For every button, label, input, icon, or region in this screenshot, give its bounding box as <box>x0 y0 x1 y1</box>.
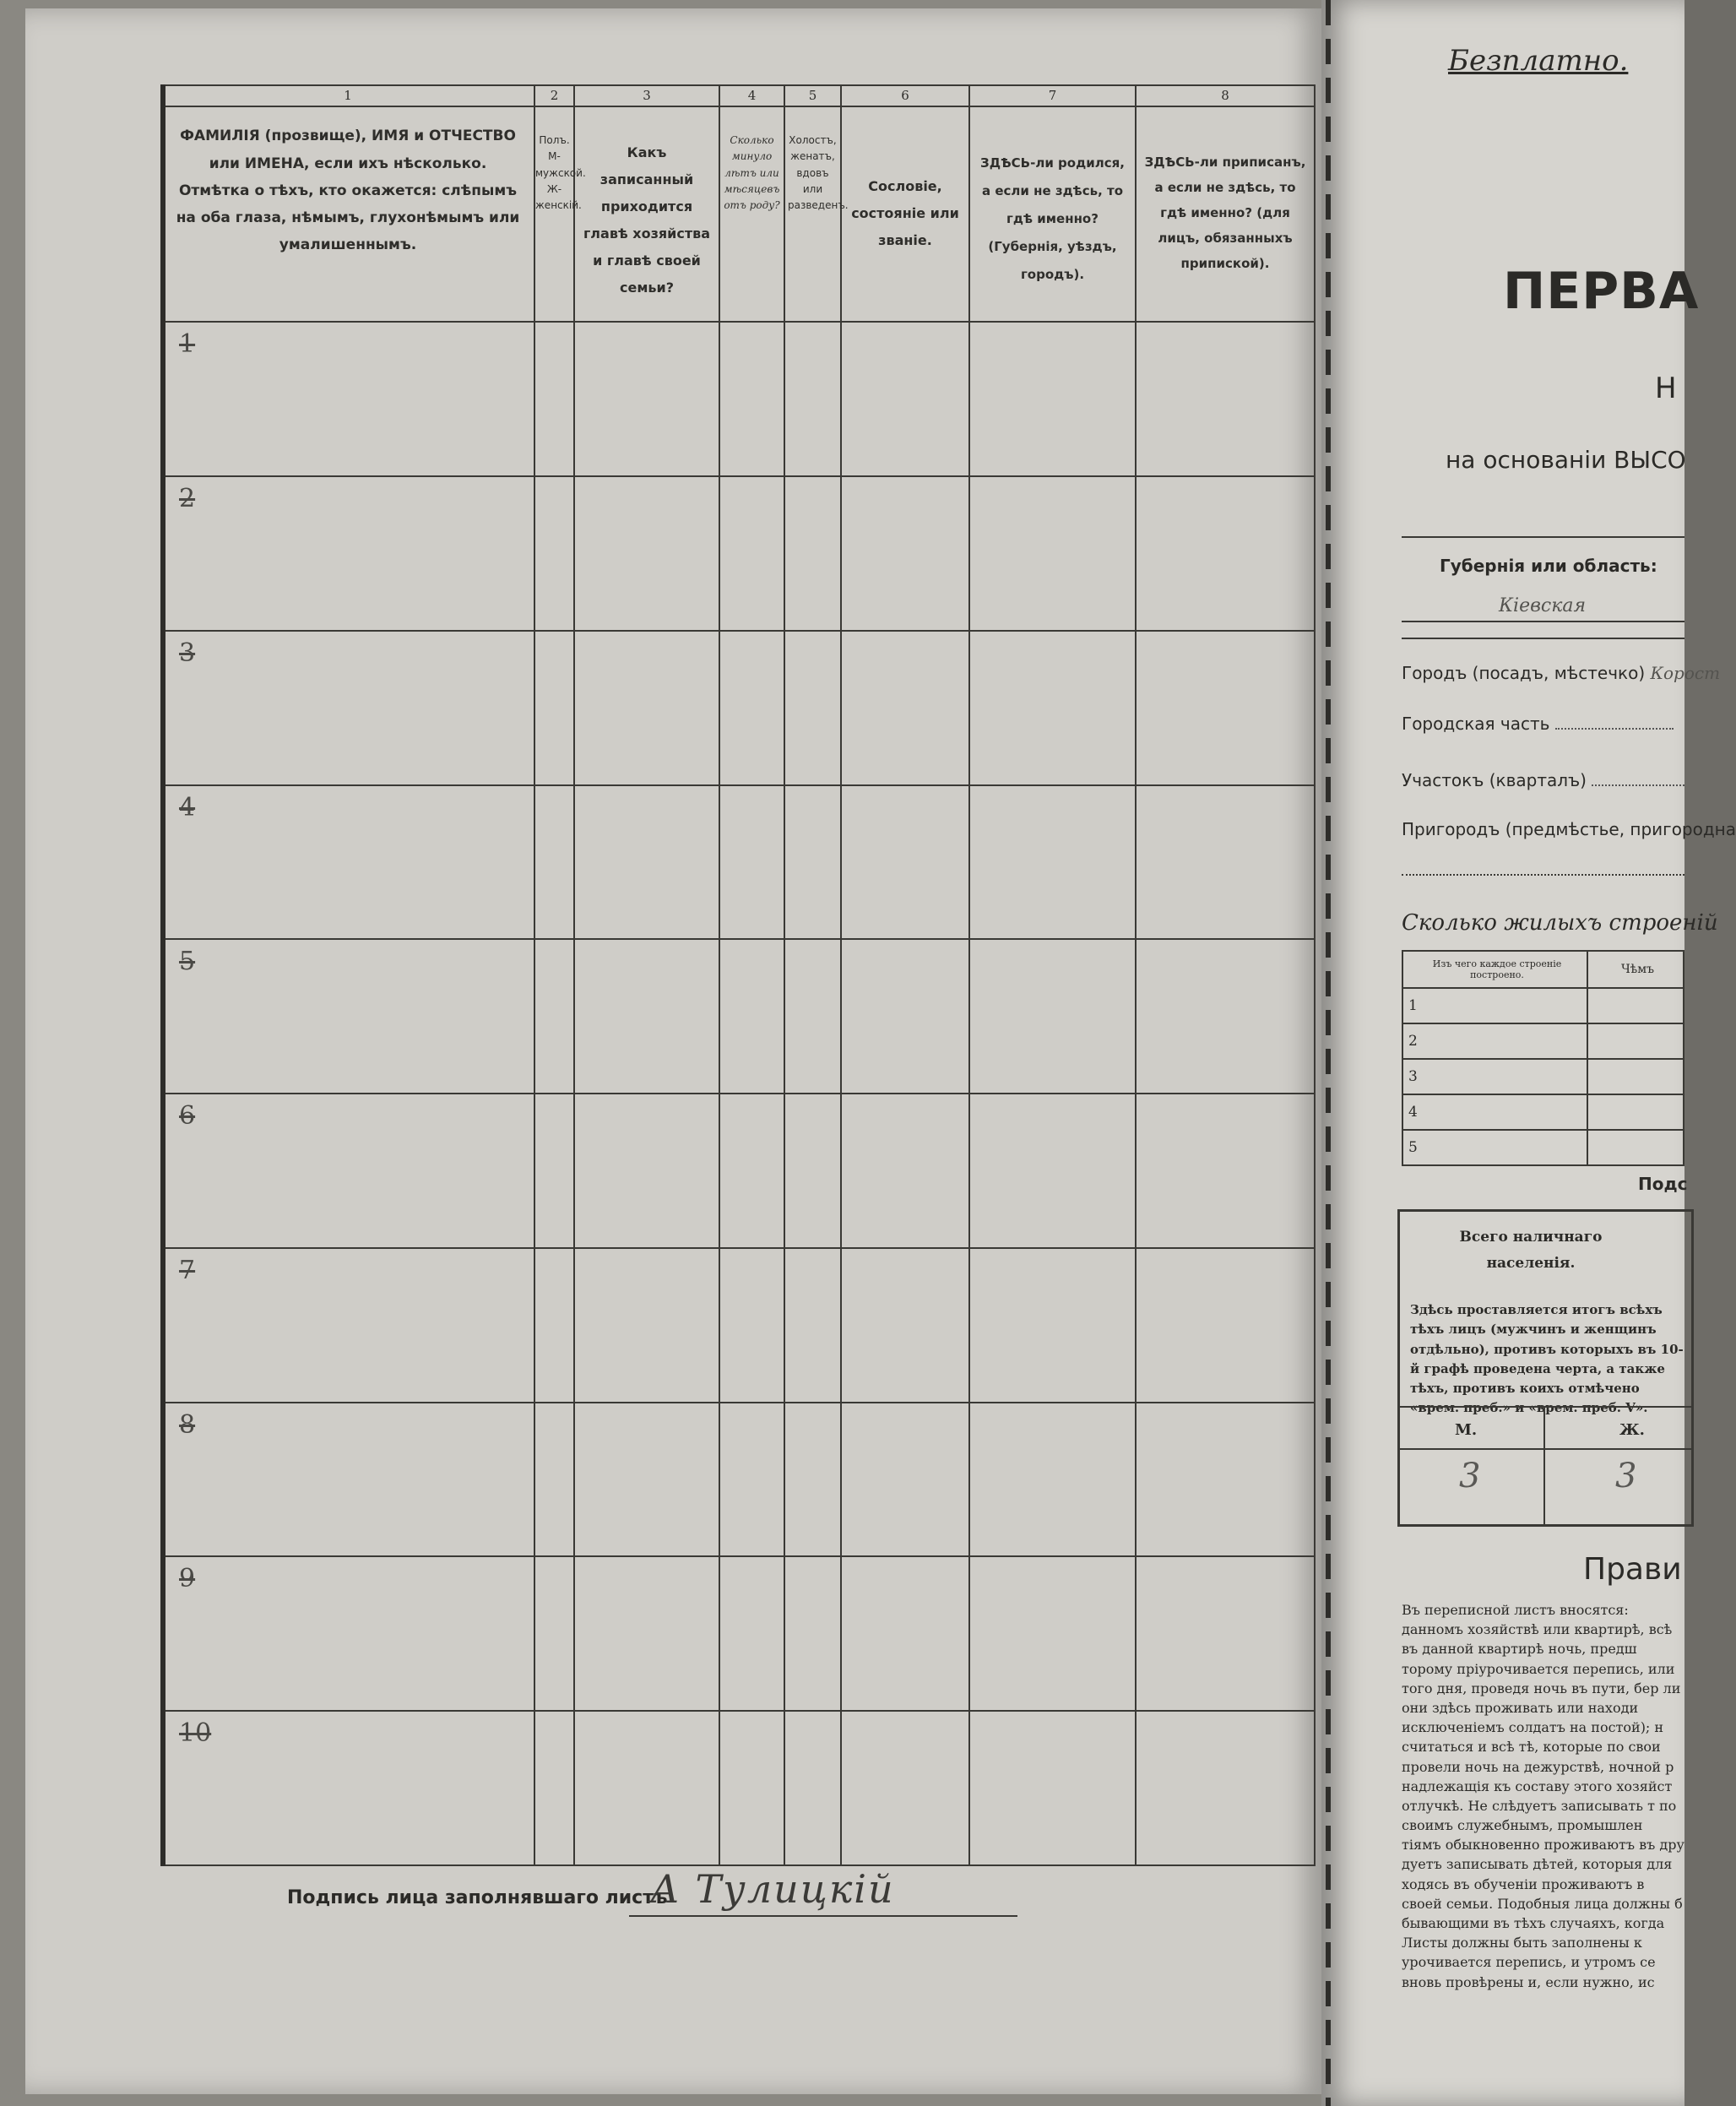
page-fold-line <box>1326 0 1331 2106</box>
rule-line <box>1402 638 1684 639</box>
city-part-field <box>1402 714 1674 734</box>
col-num-4: 4 <box>719 85 784 106</box>
building-row-number: 2 <box>1402 1023 1587 1059</box>
population-summary-box <box>1397 1209 1694 1527</box>
header-birthplace: ЗДѢСЬ-ли родился, а если не здѣсь, то гдѣ именно? (Губернія, уѣздъ, городъ). <box>969 106 1136 322</box>
summary-instructions: Здѣсь проставляется итогъ всѣхъ тѣхъ лицъ (мужчинъ и женщинъ отдѣльно), противъ которыхъ въ 10-й графѣ проведена черта, а также тѣхъ, противъ коихъ отмѣчено «врем. преб.» и «врем. преб. V». <box>1410 1302 1684 1416</box>
buildings-head-roof: Чѣмъ <box>1587 951 1684 988</box>
district-field <box>1402 770 1684 790</box>
right-page-title: ПЕРВА <box>1503 262 1700 321</box>
table-row <box>1402 1059 1684 1094</box>
dotted-line <box>1402 874 1684 876</box>
table-row <box>1402 988 1684 1023</box>
suburb-label: Пригородъ (предмѣстье, пригородна <box>1402 819 1736 839</box>
buildings-heading: Сколько жилыхъ строеній <box>1402 910 1718 936</box>
female-count: 3 <box>1615 1457 1637 1495</box>
header-estate: Сословіе, состояніе или званіе. <box>841 106 969 322</box>
table-row <box>161 1403 1315 1557</box>
province-value: Кіевская <box>1499 595 1587 616</box>
rule-line <box>1402 536 1684 538</box>
header-registered: ЗДѢСЬ-ли приписанъ, а если не здѣсь, то гдѣ именно? (для лицъ, обязанныхъ припиской). <box>1136 106 1315 322</box>
col-num-3: 3 <box>574 85 719 106</box>
rules-text: Въ переписной листъ вносятся: данномъ хозяйствѣ или квартирѣ, всѣ въ данной квартирѣ ночь, предш торому пріурочивается перепись, или того дня, проведя ночь въ пути, бер ли они здѣсь проживать или находи исключеніемъ солдатъ на постой); н считаться и всѣ тѣ, которые по свои провели ночь на дежурствѣ, ночной р надлежащія къ составу этого хозяйст отлучкѣ. Не слѣдуетъ записывать т по своимъ служебнымъ, промышлен тіямъ обыкновенно проживаютъ въ дру дуетъ записывать дѣтей, которыя для ходясь въ обученіи проживаютъ в своей семьи. Подобныя лица должны б бывающими въ тѣхъ случаяхъ, когда Листы должны быть заполнены к урочивается перепись, и утромъ се вновь провѣрены и, если нужно, ис <box>1402 1602 1684 1990</box>
table-row <box>161 1094 1315 1248</box>
row-number: 8 <box>161 1403 534 1557</box>
table-row <box>161 476 1315 631</box>
header-sex: Полъ. М-мужской. Ж-женскій. <box>534 106 574 322</box>
male-count: 3 <box>1459 1457 1481 1495</box>
row-number: 9 <box>161 1556 534 1711</box>
row-number: 7 <box>161 1248 534 1403</box>
summary-title: Всего наличнаго населенія. <box>1459 1229 1603 1272</box>
basis-line: на основаніи ВЫСО <box>1446 446 1686 474</box>
city-label: Городъ (посадъ, мѣстечко) <box>1402 663 1646 683</box>
right-page-subtitle: Н <box>1655 372 1677 405</box>
col-num-8: 8 <box>1136 85 1315 106</box>
buildings-head-material: Изъ чего каждое строеніе построено. <box>1402 951 1587 988</box>
col-num-1: 1 <box>161 85 534 106</box>
free-label: Безплатно. <box>1448 44 1629 78</box>
col-num-6: 6 <box>841 85 969 106</box>
col-num-2: 2 <box>534 85 574 106</box>
header-name: ФАМИЛІЯ (прозвище), ИМЯ и ОТЧЕСТВО или ИМЕНА, если ихъ нѣсколько. Отмѣтка о тѣхъ, кто окажется: слѣпымъ на оба глаза, нѣмымъ, глухонѣмымъ или умалишеннымъ. <box>161 106 534 322</box>
table-row <box>161 631 1315 785</box>
buildings-table <box>1402 950 1684 1166</box>
dotted-line <box>1592 784 1684 786</box>
col-num-5: 5 <box>784 85 841 106</box>
header-marital: Холостъ, женатъ, вдовъ или разведенъ. <box>784 106 841 322</box>
table-row <box>1402 1023 1684 1059</box>
female-label: Ж. <box>1619 1421 1645 1439</box>
table-row <box>1402 1130 1684 1165</box>
table-row <box>161 785 1315 940</box>
dotted-line <box>1555 728 1674 730</box>
column-number-row <box>161 85 1315 106</box>
row-number: 3 <box>161 631 534 785</box>
rules-heading: Прави <box>1583 1552 1682 1587</box>
signature-line <box>629 1915 1017 1917</box>
column-header-row <box>161 106 1315 322</box>
row-number: 6 <box>161 1094 534 1248</box>
table-row <box>161 939 1315 1094</box>
buildings-header-row <box>1402 951 1684 988</box>
row-number: 5 <box>161 939 534 1094</box>
table-row <box>161 1711 1315 1865</box>
building-row-number: 5 <box>1402 1130 1587 1165</box>
rule-line <box>1402 621 1684 622</box>
row-divider <box>1400 1448 1691 1450</box>
district-label: Участокъ (кварталъ) <box>1402 770 1587 790</box>
city-field <box>1402 663 1720 683</box>
male-label: М. <box>1455 1421 1478 1439</box>
row-number: 1 <box>161 322 534 476</box>
signature-handwritten: А Тулицкій <box>650 1866 895 1912</box>
row-number: 10 <box>161 1711 534 1865</box>
header-relation: Какъ записанный приходится главѣ хозяйства и главѣ своей семьи? <box>574 106 719 322</box>
header-age: Сколько минуло лѣтъ или мѣсяцевъ отъ роду? <box>719 106 784 322</box>
signature-label: Подпись лица заполнявшаго листъ <box>287 1887 668 1908</box>
city-value: Корост <box>1650 663 1721 683</box>
building-row-number: 1 <box>1402 988 1587 1023</box>
table-row <box>1402 1094 1684 1130</box>
summary-heading: Подс <box>1638 1174 1688 1194</box>
census-table <box>160 84 1306 1866</box>
row-number: 2 <box>161 476 534 631</box>
table-row <box>161 1556 1315 1711</box>
table-row <box>161 1248 1315 1403</box>
table-row <box>161 322 1315 476</box>
col-num-7: 7 <box>969 85 1136 106</box>
sex-columns <box>1400 1406 1691 1439</box>
city-part-label: Городская часть <box>1402 714 1550 734</box>
building-row-number: 3 <box>1402 1059 1587 1094</box>
column-divider <box>1543 1406 1545 1524</box>
row-number: 4 <box>161 785 534 940</box>
province-label: Губернія или область: <box>1440 556 1657 576</box>
building-row-number: 4 <box>1402 1094 1587 1130</box>
